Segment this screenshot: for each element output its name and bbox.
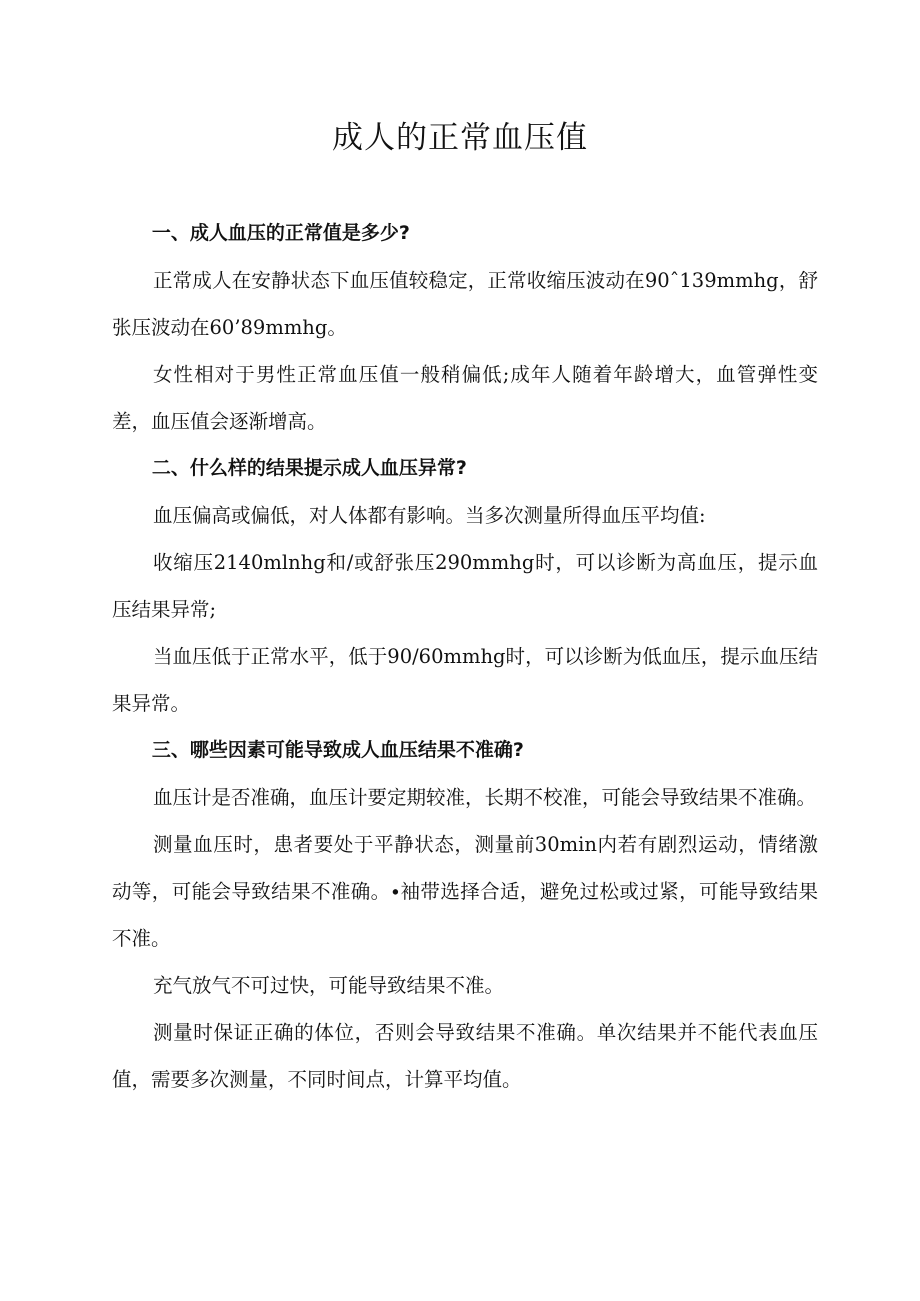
- paragraph-average-intro: 血压偏高或偏低，对人体都有影响。当多次测量所得血压平均值:: [152, 504, 706, 527]
- document-body: [112, 210, 818, 1103]
- paragraph-gender-age: 女性相对于男性正常血压值一般稍偏低;成年人随着年龄增大，血管弹性变差，血压值会逐渐增高。: [112, 363, 818, 433]
- paragraph-patient-state: 测量血压时，患者要处于平静状态，测量前30min内若有剧烈运动，情绪激动等，可能会导致结果不准确。∙袖带选择合适，避免过松或过紧，可能导致结果不准。: [112, 833, 818, 950]
- paragraph-hypertension: 收缩压2140mlnhg和/或舒张压290mmhg时，可以诊断为高血压，提示血压结果异常;: [112, 551, 818, 621]
- document-title: 成人的正常血压值: [332, 120, 588, 156]
- paragraph-device-accuracy: 血压计是否准确，血压计要定期较准，长期不校准，可能会导致结果不准确。: [152, 786, 816, 809]
- paragraph-inflation: 充气放气不可过快，可能导致结果不准。: [152, 974, 504, 997]
- section-heading-1: 一、成人血压的正常值是多少?: [151, 222, 410, 244]
- section-heading-3: 三、哪些因素可能导致成人血压结果不准确?: [151, 739, 524, 761]
- paragraph-posture: 测量时保证正确的体位，否则会导致结果不准确。单次结果并不能代表血压值，需要多次测量，不同时间点，计算平均值。: [112, 1021, 818, 1091]
- paragraph-normal-range: 正常成人在安静状态下血压值较稳定，正常收缩压波动在90ˆ139mmhg，舒张压波动在60’89mmhg。: [112, 269, 818, 339]
- paragraph-hypotension: 当血压低于正常水平，低于90/60mmhg时，可以诊断为低血压，提示血压结果异常。: [112, 645, 818, 715]
- section-heading-2: 二、什么样的结果提示成人血压异常?: [151, 457, 467, 479]
